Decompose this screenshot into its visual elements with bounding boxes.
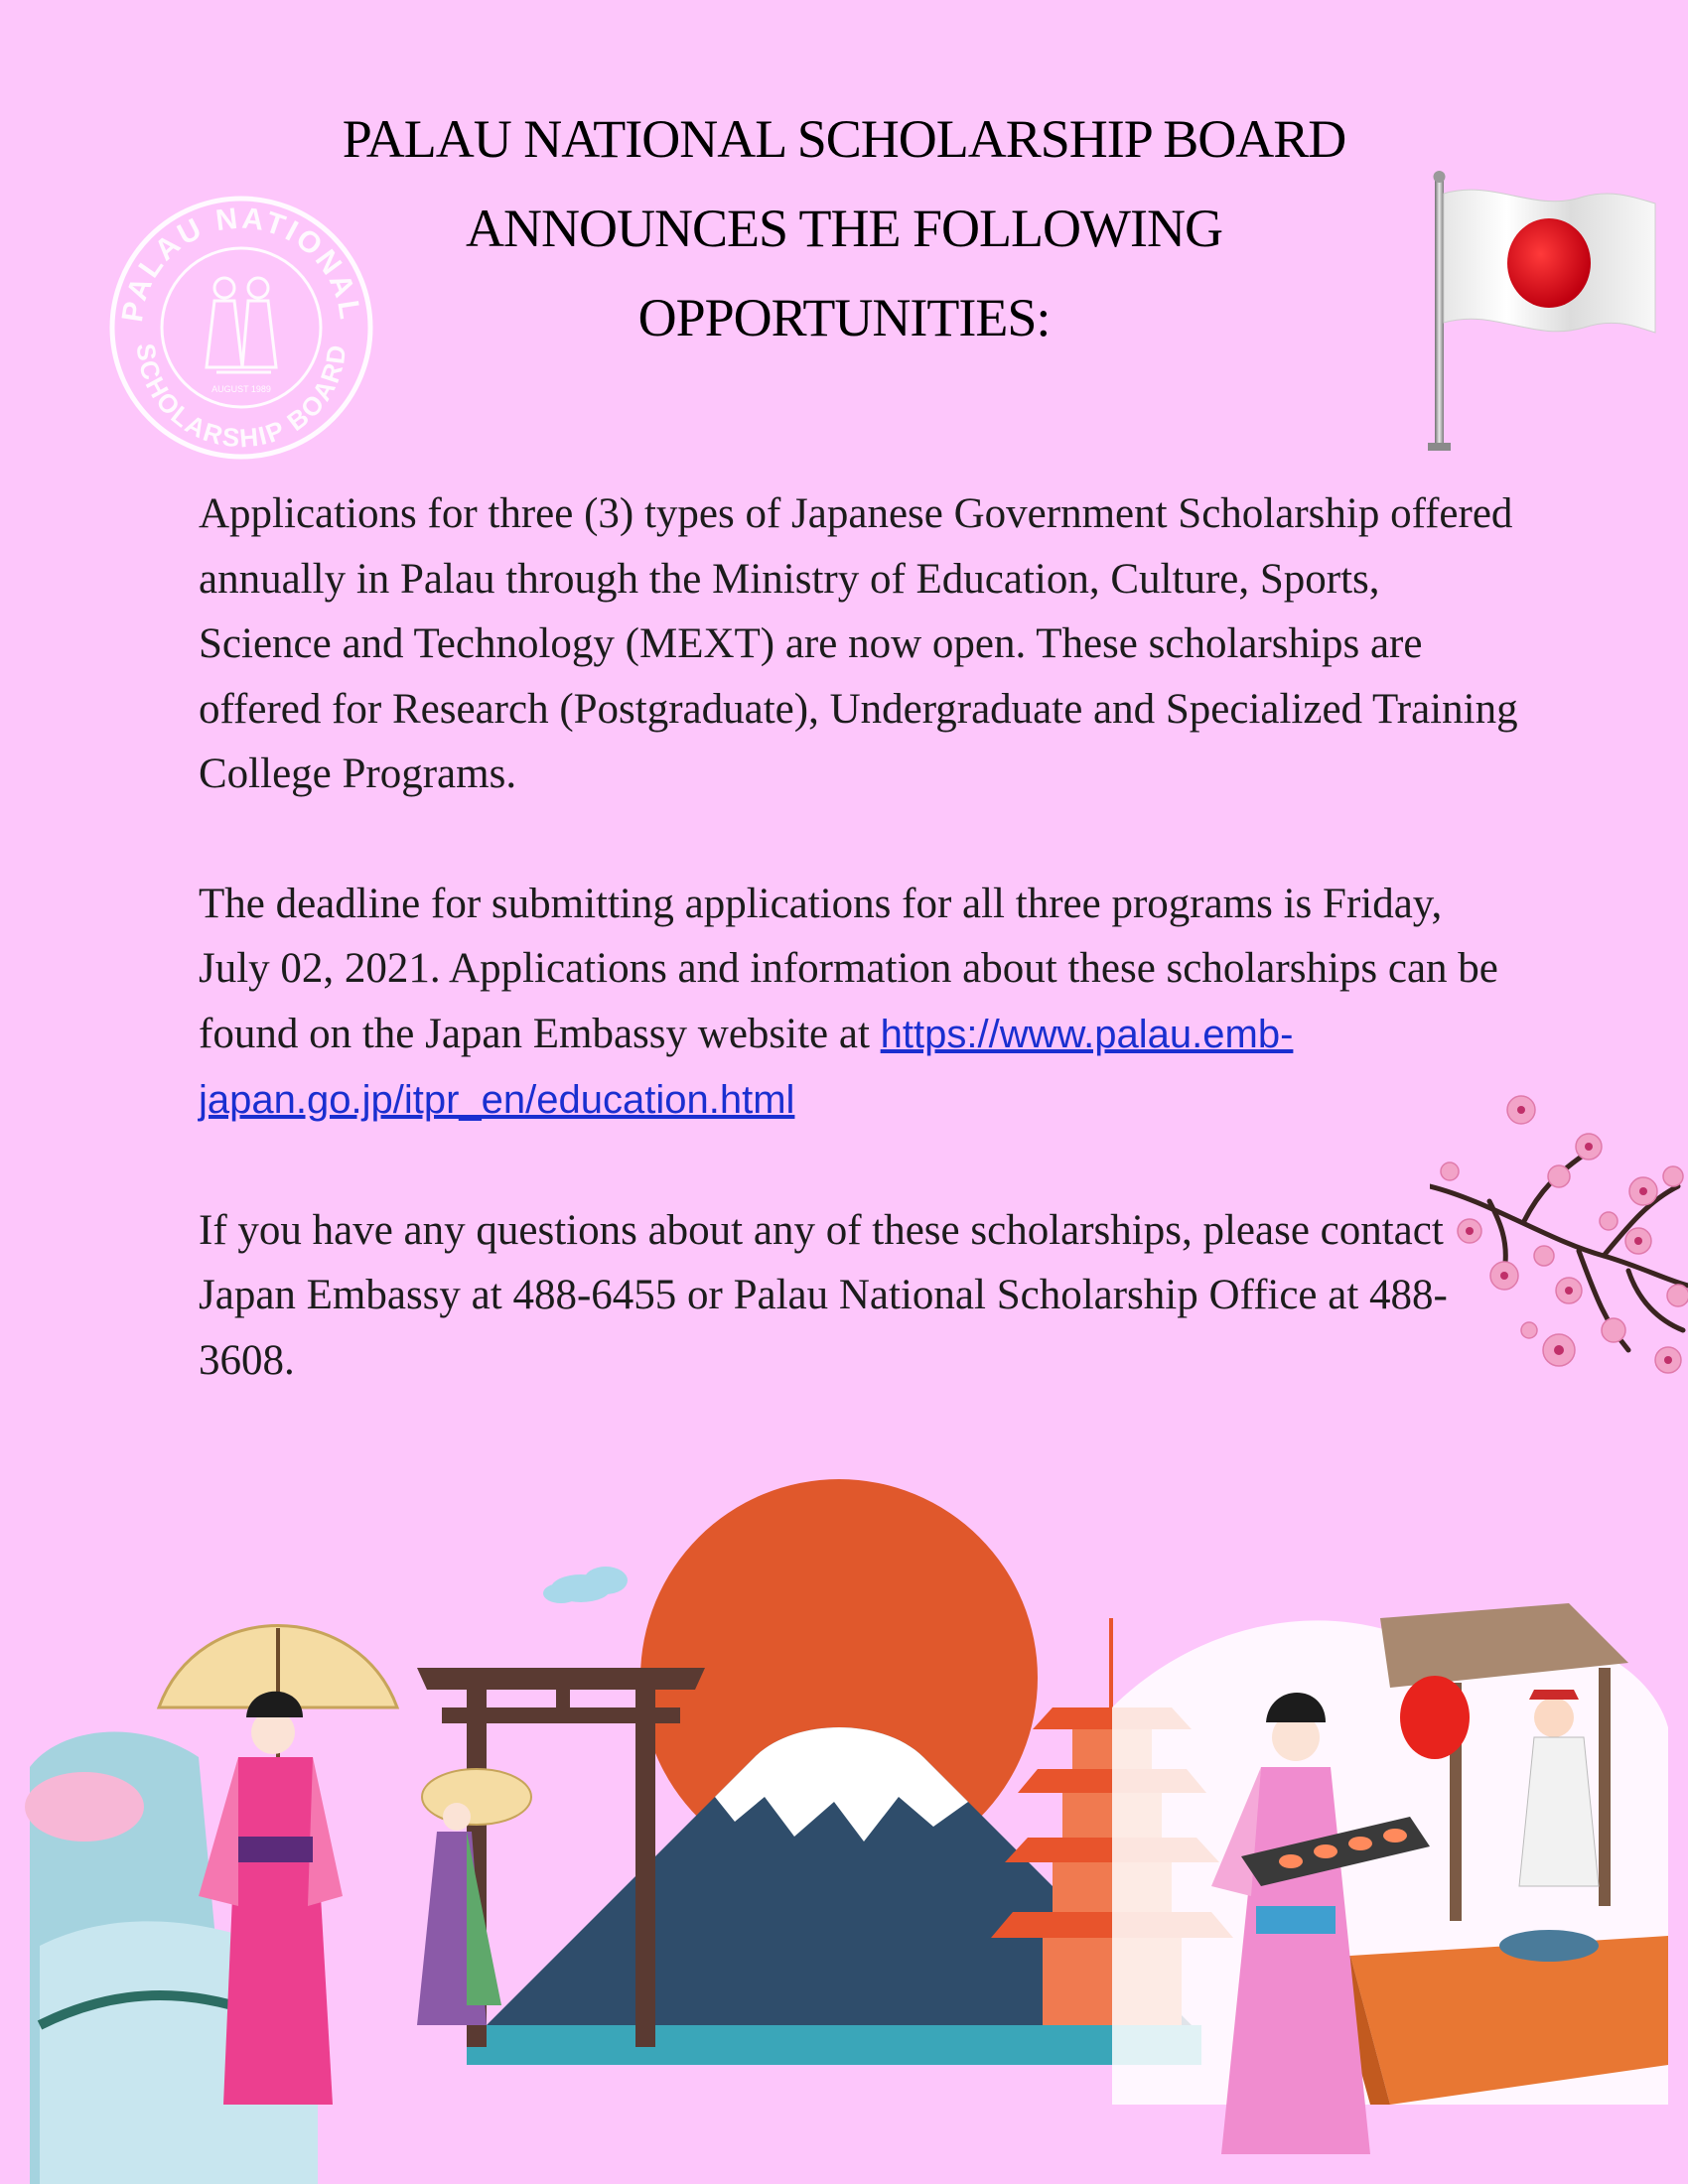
page-title xyxy=(228,94,1460,362)
cherry-blossom-branch-illustration xyxy=(1430,1092,1688,1400)
title-line-2: ANNOUNCES THE FOLLOWING xyxy=(466,199,1222,258)
paragraph-contact: If you have any questions about any of these scholarships, please contact Japan Embassy at 488-6455 or Palau National Scholarship Office at 488-3608. xyxy=(199,1206,1448,1384)
svg-text:AUGUST 1989: AUGUST 1989 xyxy=(211,384,271,394)
title-line-1: PALAU NATIONAL SCHOLARSHIP BOARD xyxy=(342,109,1346,169)
paragraph-deadline xyxy=(199,872,1519,1134)
japanese-scene-illustration xyxy=(0,1469,1688,2184)
paragraph-intro: Applications for three (3) types of Japanese Government Scholarship offered annually in Palau through the Ministry of Education, Culture, Sports, Science and Technology (MEXT) are now open. These scholarships are offered for Research (Postgraduate), Undergraduate and Specialized Training College Programs. xyxy=(199,490,1518,797)
japan-flag-icon xyxy=(1415,169,1658,457)
title-line-3: OPPORTUNITIES: xyxy=(637,288,1051,347)
scholarship-board-seal-logo xyxy=(107,194,375,462)
announcement-body xyxy=(199,481,1519,1457)
geisha-figure-small xyxy=(417,1769,531,2025)
svg-text:SCHOLARSHIP BOARD: SCHOLARSHIP BOARD xyxy=(130,341,352,454)
svg-text:PALAU NATIONAL: PALAU NATIONAL xyxy=(115,202,367,325)
cloud-icon xyxy=(543,1567,628,1603)
embassy-website-link[interactable]: https://www.palau.emb-japan.go.jp/itpr_en/education.html xyxy=(199,1012,1294,1122)
deadline-text: The deadline for submitting applications for all three programs is Friday, July 02, 2021. Applications and information about these scholarships can be found on the Japan Embassy website at xyxy=(199,880,1498,1057)
